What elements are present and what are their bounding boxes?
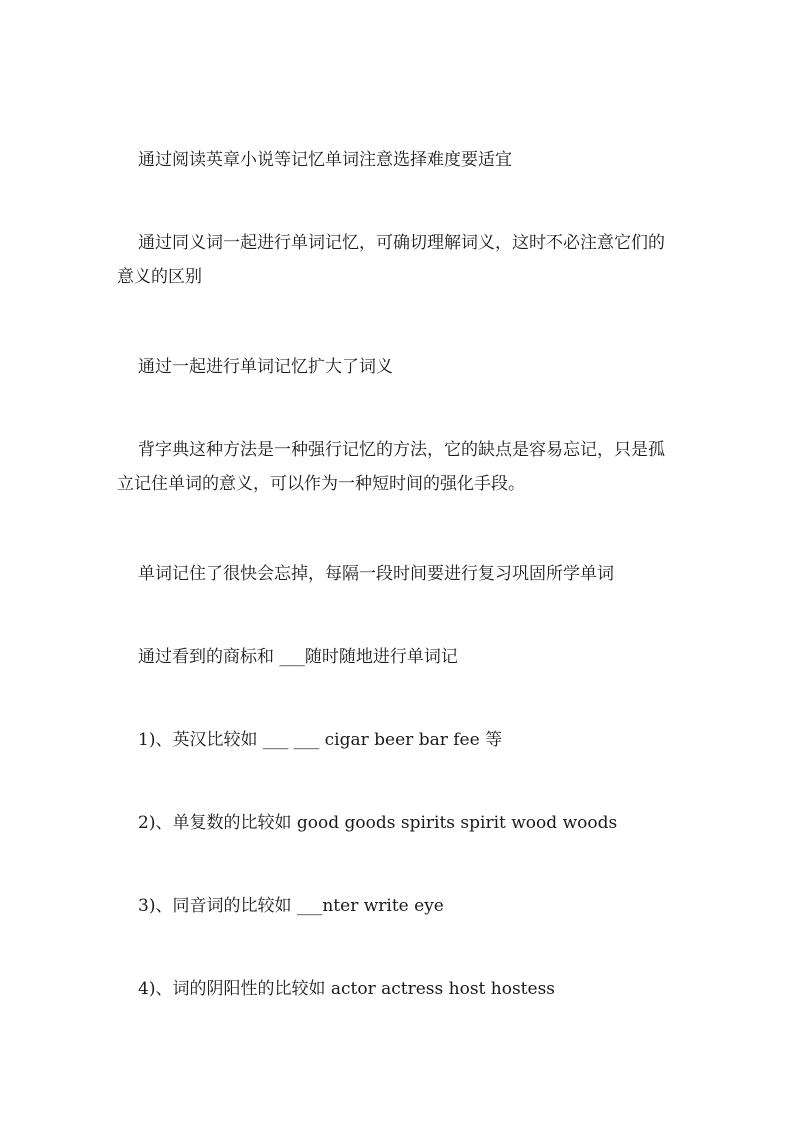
paragraph-synonyms: 通过同义词一起进行单词记忆，可确切理解词义，这时不必注意它们的意义的区别 [117,233,665,287]
paragraph-expand-meaning: 通过一起进行单词记忆扩大了词义 [138,357,393,377]
list-item-english-chinese: 1)、英汉比较如 ___ ___ cigar beer bar fee 等 [138,730,503,750]
list-item-homophones: 3)、同音词的比较如 ___nter write eye [138,896,444,916]
paragraph-review: 单词记住了很快会忘掉，每隔一段时间要进行复习巩固所学单词 [138,564,614,584]
list-item-singular-plural: 2)、单复数的比较如 good goods spirits spirit wood woods [138,813,618,833]
list-item-gender: 4)、词的阴阳性的比较如 actor actress host hostess [138,979,556,999]
paragraph-reading-novels: 通过阅读英章小说等记忆单词注意选择难度要适宜 [138,150,512,170]
paragraph-trademarks: 通过看到的商标和 ___随时随地进行单词记 [138,647,458,667]
paragraph-dictionary: 背字典这种方法是一种强行记忆的方法，它的缺点是容易忘记，只是孤立记住单词的意义，可以作为一种短时间的强化手段。 [117,440,665,494]
